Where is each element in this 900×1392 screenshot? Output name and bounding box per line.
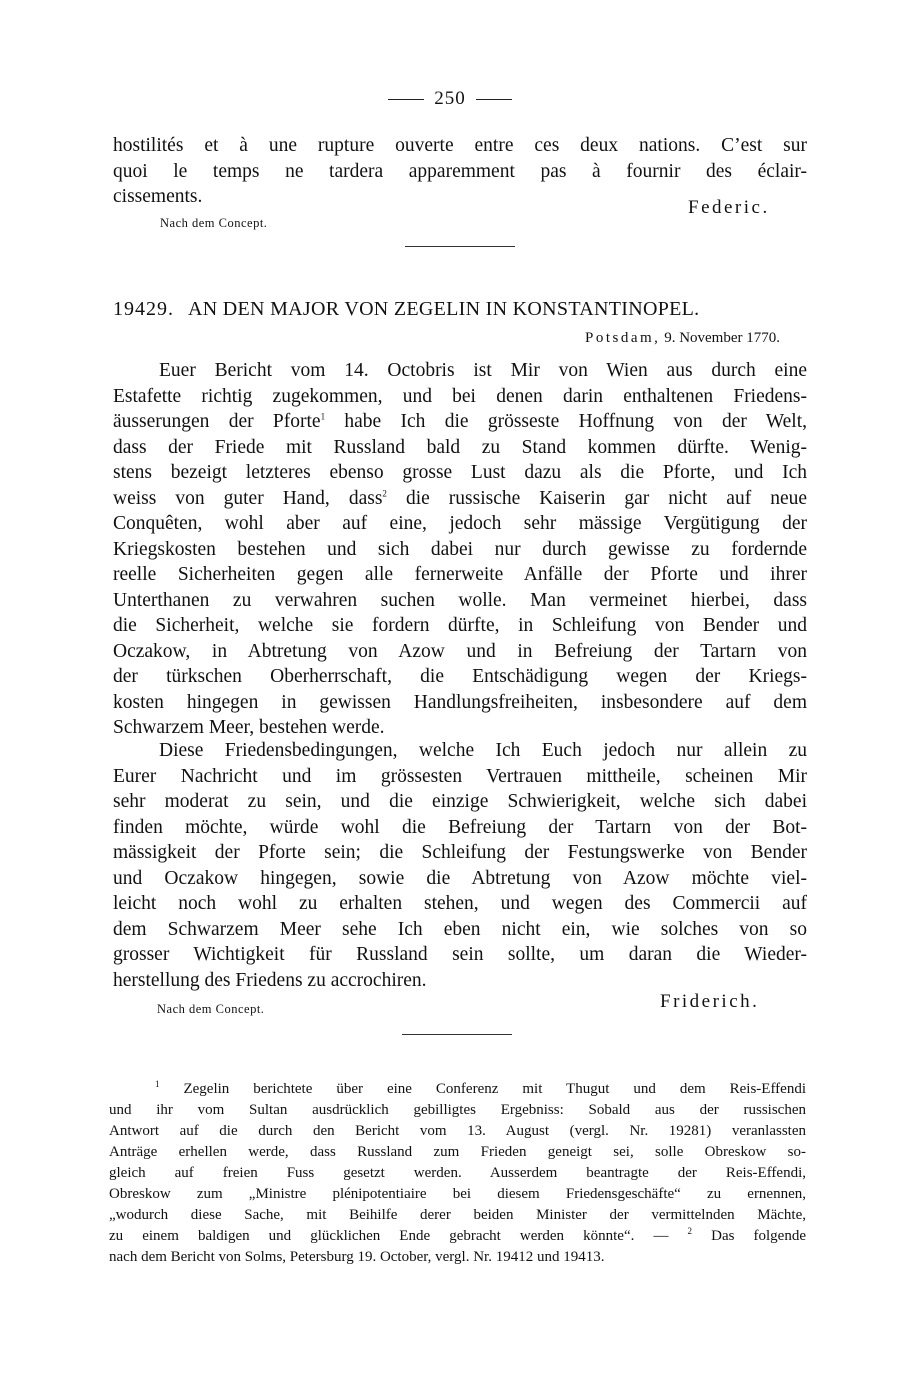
text-line: Diese Friedensbedingungen, welche Ich Euch jedoch nur allein zu <box>159 740 807 761</box>
footnote-line: und ihr vom Sultan ausdrücklich gebilligtes Ergebniss: Sobald aus der russischen <box>109 1102 806 1118</box>
footnote-line: nach dem Bericht von Solms, Petersburg 19. October, vergl. Nr. 19412 und 19413. <box>109 1249 605 1265</box>
footnote-ref: 1 <box>320 411 326 422</box>
source-note: Nach dem Concept. <box>157 1002 265 1016</box>
text-line <box>113 409 807 435</box>
text-fragment: äusserungen der Pforte <box>113 411 321 432</box>
letter-paragraph-1 <box>113 358 807 741</box>
text-line: quoi le temps ne tardera apparemment pas à fournir des éclair- <box>113 160 807 182</box>
letter-recipient: AN DEN MAJOR VON ZEGELIN IN KONSTANTINOPEL. <box>188 298 700 320</box>
footnotes <box>109 1079 806 1268</box>
text-line: Oczakow, in Abtretung von Azow und in Befreiung der Tartarn von <box>113 640 807 662</box>
letter-date: 9. November 1770. <box>664 330 780 346</box>
text-line: herstellung des Friedens zu accrochiren. <box>113 969 427 991</box>
footnote-line: gleich auf freien Fuss gesetzt werden. Ausserdem beantragte der Reis-Effendi, <box>109 1165 806 1181</box>
text-fragment: die russische Kaiserin gar nicht auf neue <box>405 487 808 509</box>
text-line: stens bezeigt letzteres ebenso grosse Lust dazu als die Pforte, und Ich <box>113 462 807 483</box>
footnote-line: „wodurch diese Sache, mit Beihilfe derer beiden Minister der vermittelnden Mächte, <box>109 1207 806 1223</box>
text-fragment: Zegelin berichtete über eine Conferenz mit Thugut und dem Reis-Effendi <box>183 1081 806 1097</box>
footnote-ref: 2 <box>382 488 387 498</box>
text-line: Unterthanen zu verwahren suchen wolle. Man vermeinet hierbei, dass <box>113 589 807 611</box>
footnote-line: Obreskow zum „Ministre plénipotentiaire bei diesem Friedensgeschäfte“ zu ernennen, <box>109 1186 806 1202</box>
footnote-mark: 1 <box>155 1079 160 1089</box>
text-line: hostilités et à une rupture ouverte entre ces deux nations. C’est sur <box>113 135 807 156</box>
text-line: Conquêten, wohl aber auf eine, jedoch sehr mässige Vergütigung der <box>113 513 807 534</box>
text-fragment: zu einem baldigen und glücklichen Ende gebracht werden könnte“. — <box>109 1228 669 1244</box>
text-line: grosser Wichtigkeit für Russland sein sollte, um daran die Wieder- <box>113 944 807 965</box>
signature-federic: Federic. <box>688 197 770 218</box>
letter-dateline <box>585 330 780 347</box>
letter-paragraph-2 <box>113 738 807 993</box>
letter-number: 19429. <box>113 298 174 320</box>
text-line: dem Schwarzem Meer sehe Ich eben nicht ein, wie solches von so <box>113 918 807 940</box>
source-note: Nach dem Concept. <box>160 216 268 230</box>
text-fragment: Das folgende <box>711 1228 806 1244</box>
text-line: und Oczakow hingegen, sowie die Abtretung von Azow möchte viel- <box>113 867 807 889</box>
text-line <box>113 486 807 512</box>
text-line: kosten hingegen in gewissen Handlungsfreiheiten, insbesondere auf dem <box>113 691 807 713</box>
text-line: dass der Friede mit Russland bald zu Stand kommen dürfte. Wenig- <box>113 436 807 458</box>
letter-place: Potsdam, <box>585 330 661 346</box>
text-line: Euer Bericht vom 14. Octobris ist Mir von Wien aus durch eine <box>159 360 807 381</box>
text-line: Eurer Nachricht und im grössesten Vertrauen mittheile, scheinen Mir <box>113 765 807 787</box>
text-line: Kriegskosten bestehen und sich dabei nur durch gewisse zu fordernde <box>113 538 807 560</box>
text-line: Estafette richtig zugekommen, und bei denen darin enthaltenen Friedens- <box>113 385 807 407</box>
signature-friderich: Friderich. <box>660 991 760 1012</box>
text-line: Schwarzem Meer, bestehen werde. <box>113 717 385 738</box>
text-line: mässigkeit der Pforte sein; die Schleifung der Festungswerke von Bender <box>113 842 807 863</box>
text-fragment: weiss von guter Hand, dass <box>113 487 383 509</box>
text-line: reelle Sicherheiten gegen alle fernerweite Anfälle der Pforte und ihrer <box>113 564 807 585</box>
text-line: cissements. <box>113 186 203 207</box>
text-line: der türkschen Oberherrschaft, die Entschädigung wegen der Kriegs- <box>113 666 807 687</box>
text-line: finden möchte, würde wohl die Befreiung der Tartarn von der Bot- <box>113 816 807 838</box>
section-divider <box>402 1034 512 1035</box>
letter-heading <box>113 298 807 321</box>
text-fragment: habe Ich die grösseste Hoffnung von der Welt, <box>344 411 807 432</box>
page-number: 250 <box>434 88 466 109</box>
text-line: die Sicherheit, welche sie fordern dürfte, in Schleifung von Bender und <box>113 615 807 636</box>
footnote-mark: 2 <box>687 1226 693 1236</box>
footnote-line <box>109 1079 806 1100</box>
page-number-dash-left <box>388 99 424 100</box>
text-line: leicht noch wohl zu erhalten stehen, und wegen des Commercii auf <box>113 893 807 914</box>
text-line: sehr moderat zu sein, und die einzige Schwierigkeit, welche sich dabei <box>113 791 807 812</box>
footnote-line: Antwort auf die durch den Bericht vom 13. August (vergl. Nr. 19281) veranlassten <box>109 1123 806 1139</box>
footnote-line <box>109 1226 806 1247</box>
page-number-header <box>0 88 900 110</box>
footnote-line: Anträge erhellen werde, dass Russland zum Frieden geneigt sei, solle Obreskow so- <box>109 1144 806 1160</box>
page-number-dash-right <box>476 99 512 100</box>
section-divider <box>405 246 515 247</box>
